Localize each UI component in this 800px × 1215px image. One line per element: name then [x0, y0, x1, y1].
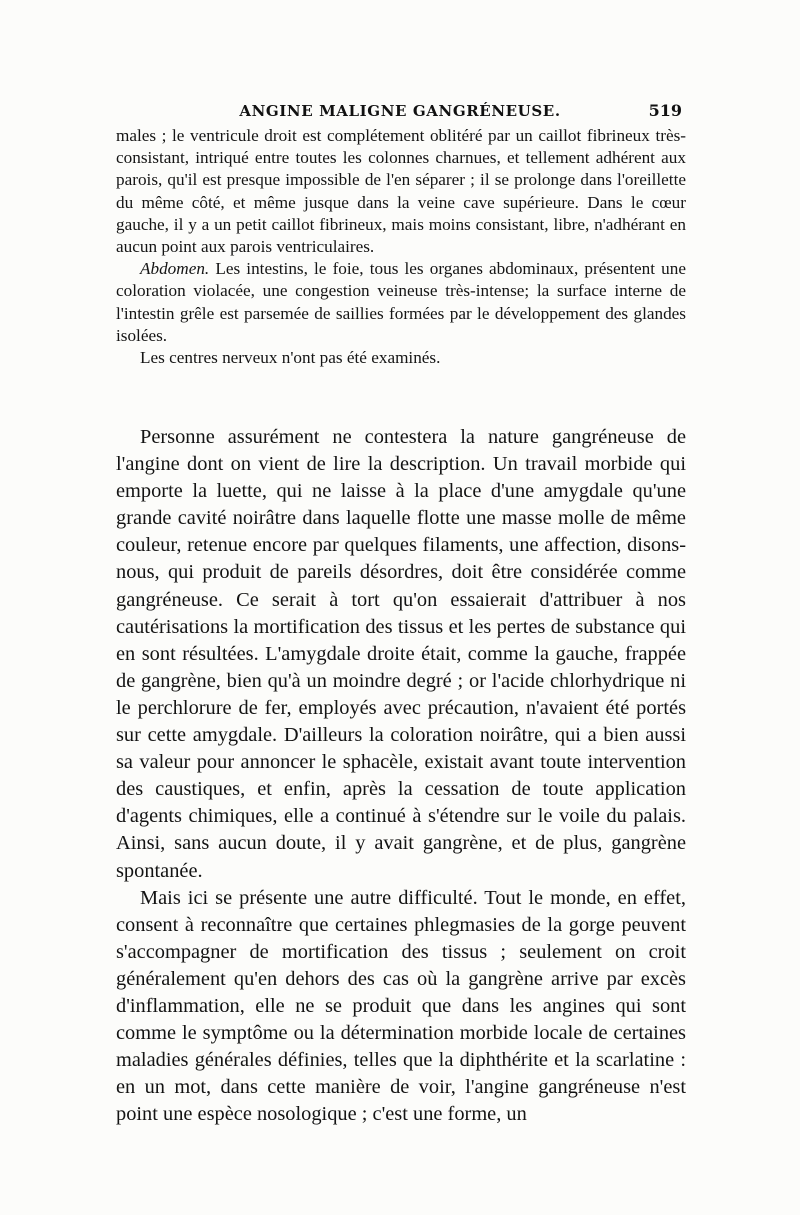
- page-number: 519: [648, 101, 682, 120]
- running-title: ANGINE MALIGNE GANGRÉNEUSE.: [239, 102, 561, 120]
- autopsy-findings: [116, 125, 686, 369]
- discussion-paragraph-2: Mais ici se présente une autre difficulté. Tout le monde, en effet, consent à reconnaître que certaines phlegmasies de la gorge peuvent s'accompagner de mortification des tissus ; seulement on croit généralement qu'en dehors des cas où la gangrène arrive par excès d'inflammation, elle ne se produit que dans les angines qui sont comme le symptôme ou la détermination morbide locale de certaines maladies générales définies, telles que la diphthérite et la scarlatine : en un mot, dans cette manière de voir, l'angine gangréneuse n'est point une espèce nosologique ; c'est une forme, un: [116, 886, 686, 1126]
- abdomen-text: Les intestins, le foie, tous les organes abdominaux, présentent une coloration violacée, une congestion veineuse très-intense; la surface interne de l'intestin grêle est parsemée de saillies formées par le développement des glandes isolées.: [116, 259, 686, 345]
- abdomen-label: Abdomen.: [140, 259, 210, 279]
- discussion: [116, 424, 686, 1128]
- page-header: [116, 96, 684, 124]
- nerves-paragraph: Les centres nerveux n'ont pas été examinés.: [140, 348, 441, 368]
- discussion-paragraph-1: Personne assurément ne contestera la nature gangréneuse de l'angine dont on vient de lire la description. Un travail morbide qui emporte la luette, qui ne laisse à la place d'une amygdale qu'une grande cavité noirâtre dans laquelle flotte une masse molle de même couleur, retenue encore par quelques filaments, une affection, disons-nous, qui produit de pareils désordres, doit être considérée comme gangréneuse. Ce serait à tort qu'on essaierait d'attribuer à nos cautérisations la mortification des tissus et les pertes de substance qui en sont résultées. L'amygdale droite était, comme la gauche, frappée de gangrène, bien qu'à un moindre degré ; or l'acide chlorhydrique ni le perchlorure de fer, employés avec précaution, n'avaient été portés sur cette amygdale. D'ailleurs la coloration noirâtre, qui a bien aussi sa valeur pour annoncer le sphacèle, existait avant toute intervention des caustiques, et enfin, après la cessation de toute application d'agents chimiques, elle a continué à s'étendre sur le voile du palais. Ainsi, sans aucun doute, il y avait gangrène, et de plus, gangrène spontanée.: [116, 426, 686, 882]
- abdomen-paragraph: [116, 258, 686, 347]
- heart-paragraph: males ; le ventricule droit est complétement oblitéré par un caillot fibrineux très-consistant, intriqué entre toutes les colonnes charnues, et tellement adhérent aux parois, qu'il est presque impossible de l'en séparer ; il se prolonge dans l'oreillette du même côté, et même jusque dans la veine cave supérieure. Dans le cœur gauche, il y a un petit caillot fibrineux, mais moins consistant, libre, n'adhérant en aucun point aux parois ventriculaires.: [116, 126, 686, 257]
